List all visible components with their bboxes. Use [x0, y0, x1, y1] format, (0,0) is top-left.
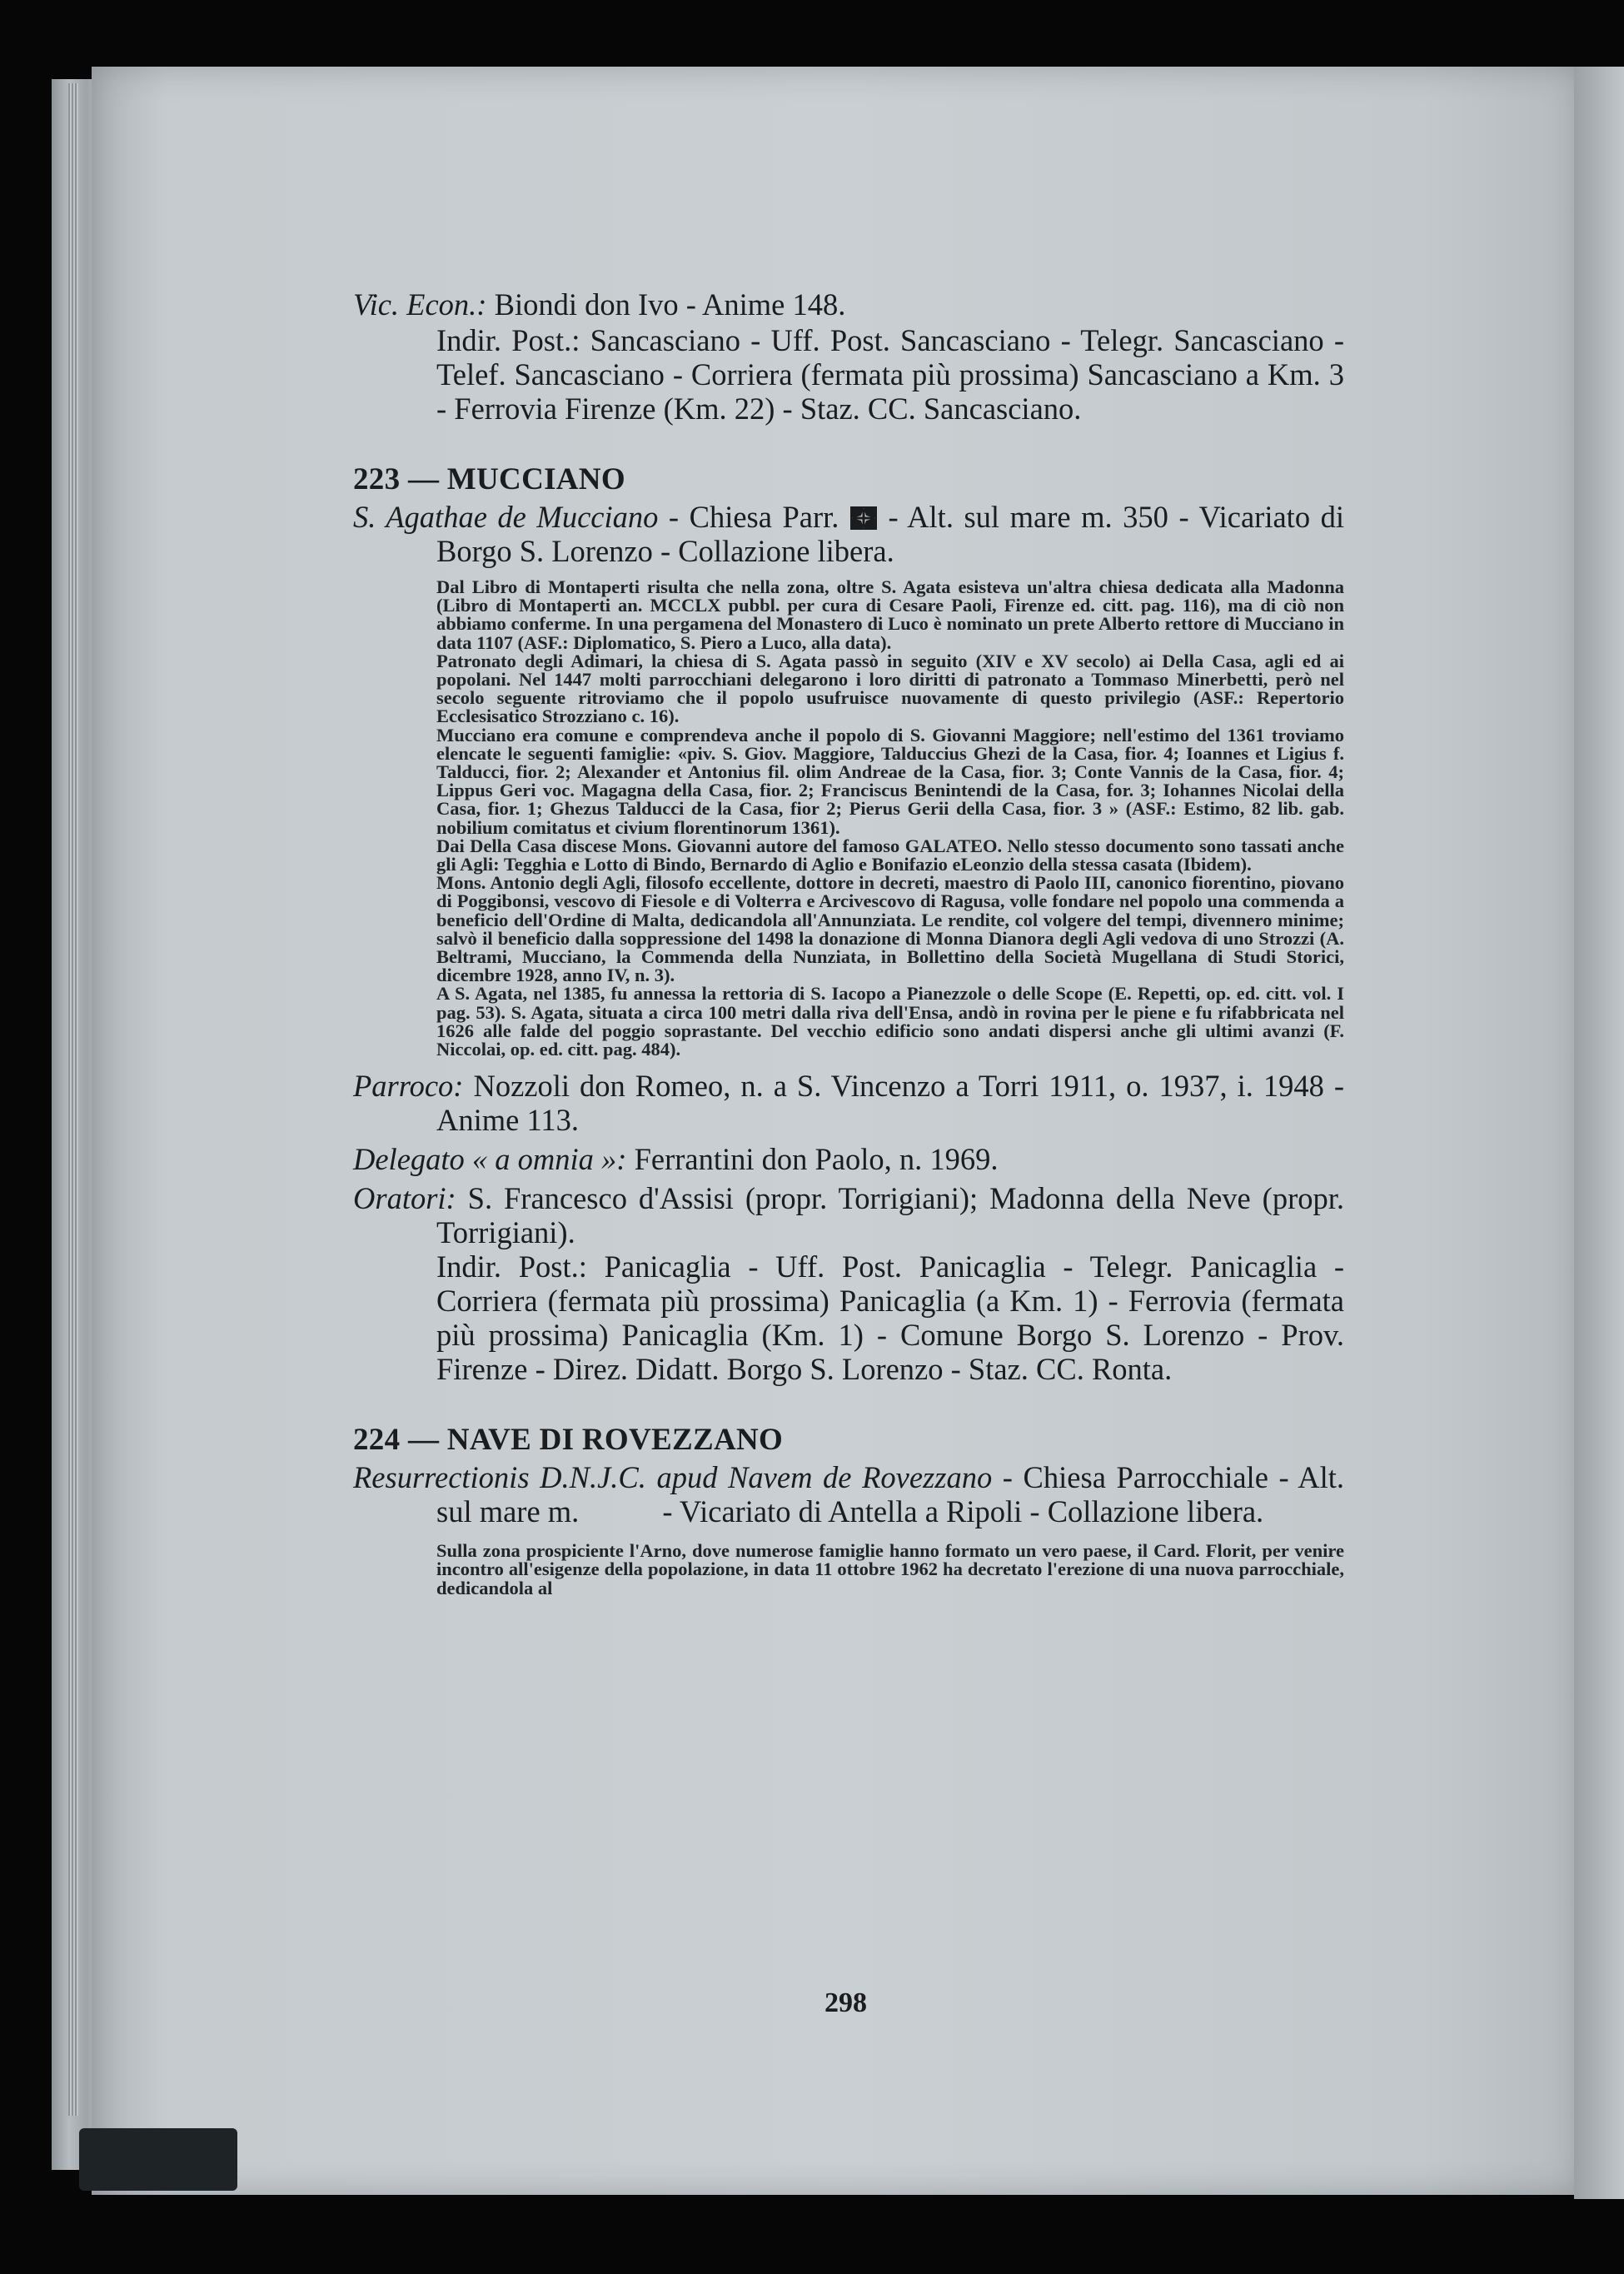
note-paragraph: Sulla zona prospiciente l'Arno, dove numerose famiglie hanno formato un vero paese, il Card. Florit, per venire incontro all'esigenze della popolazione, in data 11 ottobre 1962 ha decretato l'erezione di una nuova parrocchiale, dedicandola al: [436, 1540, 1344, 1598]
page-number: 298: [824, 1987, 867, 2018]
church-line-223: S. Agathae de Mucciano - Chiesa Parr. - Alt. sul mare m. 350 - Vicariato di Borgo S. Lorenzo - Collazione libera.: [353, 500, 1345, 568]
historical-notes-223: [353, 578, 1344, 1059]
note-paragraph: Dal Libro di Montaperti risulta che nella zona, oltre S. Agata esisteva un'altra chiesa dedicata alla Madonna (Libro di Montaperti an. MCCLX pubbl. per cura di Cesare Paoli, Firenze ed. citt. pag. 116), ma di ciò non abbiamo conferme. In una pergamena del Monastero di Luco è nominato un prete Alberto rettore di Mucciano in data 1107 (ASF.: Diplomatico, S. Piero a Luco, alla data).: [436, 576, 1344, 653]
historical-notes-224: [353, 1542, 1344, 1598]
vicario-economo-line: Vic. Econ.: Biondi don Ivo - Anime 148.: [353, 287, 846, 322]
postal-address-prev: Indir. Post.: Sancasciano - Uff. Post. Sancasciano - Telegr. Sancasciano - Telef. Sancasciano - Corriera (fermata più prossima) Sancasciano a Km. 3 - Ferrovia Firenze (Km. 22) - Staz. CC. Sancasciano.: [436, 323, 1344, 426]
parroco-line: Parroco: Nozzoli don Romeo, n. a S. Vincenzo a Torri 1911, o. 1937, i. 1948 - Anime 113.: [353, 1069, 1344, 1138]
parish-cross-icon: [849, 506, 878, 531]
facing-page-edge: [1574, 67, 1624, 2199]
delegato-line: Delegato « a omnia »: Ferrantini don Paolo, n. 1969.: [353, 1142, 999, 1177]
entry-heading-224: 224 — NAVE DI ROVEZZANO: [353, 1423, 784, 1458]
church-line-224: Resurrectionis D.N.J.C. apud Navem de Rovezzano - Chiesa Parrocchiale - Alt. sul mare m. - Vicariato di Antella a Ripoli - Collazione libera.: [353, 1460, 1344, 1529]
oratori-line: Oratori: S. Francesco d'Assisi (propr. Torrigiani); Madonna della Neve (propr. Torrigiani).: [353, 1181, 1344, 1250]
page-edges: [68, 83, 78, 2116]
note-paragraph: A S. Agata, nel 1385, fu annessa la rettoria di S. Iacopo a Pianezzole o delle Scope (E. Repetti, op. ed. citt. vol. I pag. 53). S. Agata, situata a circa 100 metri dalla riva dell'Ensa, andò in rovina per le piene e fu rifabbricata nel 1626 alle falde del poggio soprastante. Del vecchio edificio sono andati dispersi anche gli ultimi avanzi (F. Niccolai, op. ed. citt. pag. 484).: [436, 983, 1344, 1060]
postal-address-223: Indir. Post.: Panicaglia - Uff. Post. Panicaglia - Telegr. Panicaglia - Corriera (fermata più prossima) Panicaglia (a Km. 1) - Ferrovia (fermata più prossima) Panicaglia (Km. 1) - Comune Borgo S. Lorenzo - Prov. Firenze - Direz. Didatt. Borgo S. Lorenzo - Staz. CC. Ronta.: [436, 1249, 1344, 1387]
entry-heading-223: 223 — MUCCIANO: [353, 462, 625, 496]
note-paragraph: Mucciano era comune e comprendeva anche il popolo di S. Giovanni Maggiore; nell'estimo del 1361 troviamo elencate le seguenti famiglie: «piv. S. Giov. Maggiore, Talduccius Ghezi de la Casa, fior. 4; Ioannes et Ligius f. Talducci, fior. 2; Alexander et Antonius fil. olim Andreae de la Casa, fior. 3; Conte Vannis de la Casa, fior. 4; Lippus Geri voc. Magagna della Casa, fior. 2; Franciscus Benintendi de la Casa, for. 3; Iohannes Nicolai della Casa, fior. 1; Ghezus Talducci de la Casa, fior 2; Pierus Gerii della Casa, fior. 3 » (ASF.: Estimo, 82 lib. gab. nobilium comitatus et civium florentinorum 1361).: [436, 724, 1344, 838]
note-paragraph: Mons. Antonio degli Agli, filosofo eccellente, dottore in decreti, maestro di Paolo III, canonico fiorentino, piovano di Poggibonsi, vescovo di Fiesole e di Volterra e Arcivescovo di Ragusa, volle fondare nel popolo una commenda a beneficio dell'Ordine di Malta, dedicandola all'Annunziata. Le rendite, col volgere del tempi, divennero minime; salvò il beneficio dalla soppressione del 1498 la donazione di Monna Dianora degli Agli vedova di uno Strozzi (A. Beltrami, Mucciano, la Commenda della Nunziata, in Bollettino della Società Mugellana di Studi Storici, dicembre 1928, anno IV, n. 3).: [436, 872, 1344, 986]
note-paragraph: Patronato degli Adimari, la chiesa di S. Agata passò in seguito (XIV e XV secolo) ai Della Casa, agli ed ai popolani. Nel 1447 molti parrocchiani delegarono i loro diritti di patronato a Tommaso Minerbetti, però nel secolo seguente ritroviamo che il popolo usufruisce nuovamente di questo privilegio (ASF.: Repertorio Ecclesisatico Strozziano c. 16).: [436, 650, 1344, 727]
binding-corner: [79, 2128, 237, 2191]
note-paragraph: Dai Della Casa discese Mons. Giovanni autore del famoso GALATEO. Nello stesso documento sono tassati anche gli Agli: Tegghia e Lotto di Bindo, Bernardo di Aglio e Bonifazio eLeonzio della stessa casata (Ibidem).: [436, 835, 1344, 875]
page-content: [353, 287, 1344, 1598]
